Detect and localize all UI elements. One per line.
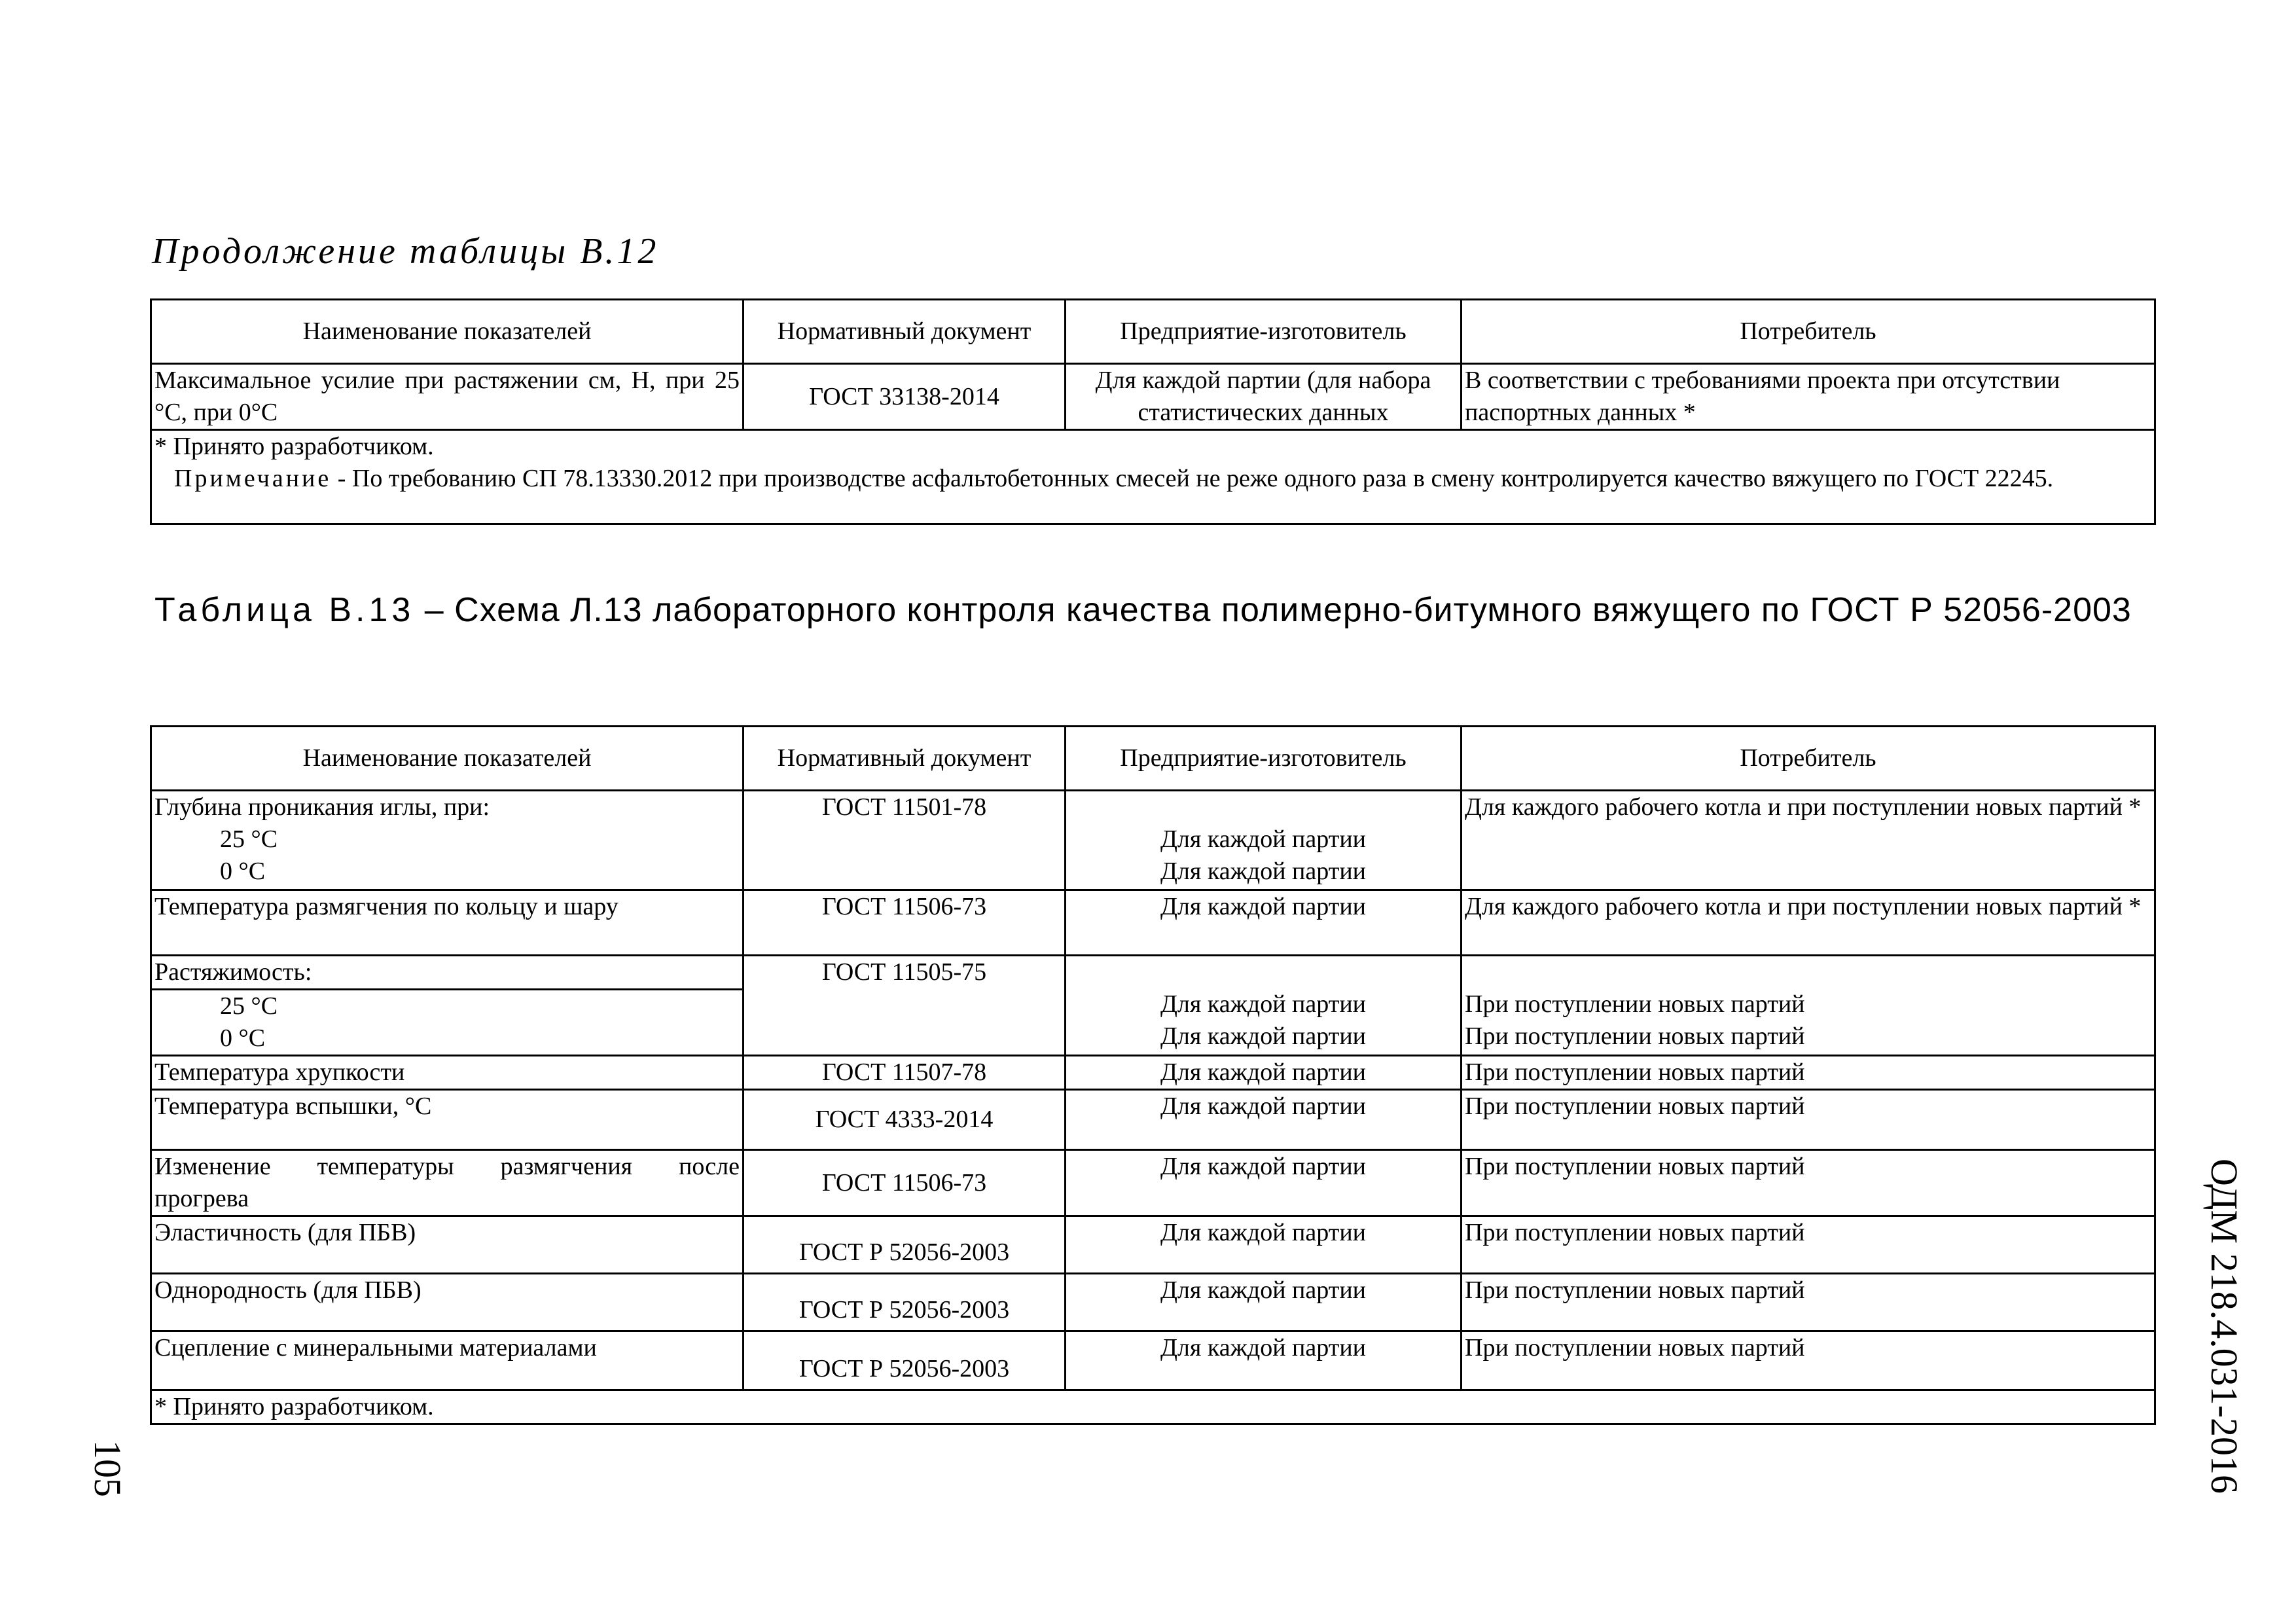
header-document: Нормативный документ bbox=[744, 300, 1066, 364]
row-consumer bbox=[1462, 956, 2155, 1056]
row-indicator: Температура вспышки, °С bbox=[151, 1090, 744, 1150]
row-document: ГОСТ Р 52056-2003 bbox=[744, 1216, 1066, 1274]
row-document: ГОСТ 11505-75 bbox=[744, 956, 1066, 1056]
table-row bbox=[151, 1150, 2155, 1216]
table-caption bbox=[154, 590, 2132, 630]
row-indicator bbox=[151, 791, 744, 890]
row-manufacturer: Для каждой партии bbox=[1066, 1331, 1462, 1390]
row-consumer: При поступлении новых партий bbox=[1462, 1090, 2155, 1150]
row-consumer: При поступлении новых партий bbox=[1462, 1331, 2155, 1390]
table-row bbox=[151, 1056, 2155, 1090]
footnote: * Принято разработчиком. bbox=[154, 433, 434, 460]
row-manufacturer: Для каждой партии bbox=[1066, 1150, 1462, 1216]
row-manufacturer: Для каждой партии bbox=[1066, 890, 1462, 956]
indicator-temp-25: 25 °С bbox=[220, 992, 278, 1020]
row-manufacturer bbox=[1066, 791, 1462, 890]
manufacturer-25: Для каждой партии bbox=[1160, 825, 1367, 853]
table-row bbox=[151, 364, 2155, 430]
row-indicator: Температура размягчения по кольцу и шару bbox=[151, 890, 744, 956]
manufacturer-25: Для каждой партии bbox=[1160, 990, 1367, 1018]
row-document: ГОСТ 11506-73 bbox=[744, 1150, 1066, 1216]
row-document: ГОСТ 11506-73 bbox=[744, 890, 1066, 956]
row-document: ГОСТ 33138-2014 bbox=[744, 364, 1066, 430]
table-note-row bbox=[151, 430, 2155, 524]
indicator-temp-0: 0 °С bbox=[220, 857, 266, 885]
row-manufacturer bbox=[1066, 956, 1462, 1056]
table-caption-label: Таблица В.13 bbox=[154, 591, 415, 629]
header-manufacturer: Предприятие-изготовитель bbox=[1066, 727, 1462, 791]
row-indicator: Максимальное усилие при растяжении см, Н, при 25 °С, при 0°С bbox=[151, 364, 744, 430]
row-consumer: При поступлении новых партий bbox=[1462, 1056, 2155, 1090]
note-paragraph bbox=[154, 463, 2151, 495]
row-manufacturer: Для каждой партии bbox=[1066, 1056, 1462, 1090]
header-indicator: Наименование показателей bbox=[151, 727, 744, 791]
table-note bbox=[151, 430, 2155, 524]
row-consumer: Для каждого рабочего котла и при поступлении новых партий * bbox=[1462, 890, 2155, 956]
header-consumer: Потребитель bbox=[1462, 727, 2155, 791]
table-row bbox=[151, 1216, 2155, 1274]
consumer-25: При поступлении новых партий bbox=[1465, 990, 1805, 1018]
row-consumer: При поступлении новых партий bbox=[1462, 1216, 2155, 1274]
row-manufacturer: Для каждой партии bbox=[1066, 1274, 1462, 1331]
indicator-temp-0: 0 °С bbox=[220, 1024, 266, 1052]
continuation-caption: Продолжение таблицы В.12 bbox=[152, 231, 659, 272]
row-manufacturer: Для каждой партии bbox=[1066, 1216, 1462, 1274]
table-footnote-row bbox=[151, 1390, 2155, 1424]
row-indicator: Эластичность (для ПБВ) bbox=[151, 1216, 744, 1274]
row-document: ГОСТ Р 52056-2003 bbox=[744, 1331, 1066, 1390]
row-document: ГОСТ 4333-2014 bbox=[744, 1090, 1066, 1150]
row-indicator bbox=[151, 1150, 744, 1216]
table-row bbox=[151, 1090, 2155, 1150]
header-indicator: Наименование показателей bbox=[151, 300, 744, 364]
row-document: ГОСТ Р 52056-2003 bbox=[744, 1274, 1066, 1331]
indicator-line-1: Изменение температуры размягчения после bbox=[154, 1153, 740, 1180]
page-number: 105 bbox=[86, 1440, 129, 1497]
header-manufacturer: Предприятие-изготовитель bbox=[1066, 300, 1462, 364]
table-header-row bbox=[151, 727, 2155, 791]
indicator-line-2: прогрева bbox=[154, 1185, 249, 1212]
row-indicator: Температура хрупкости bbox=[151, 1056, 744, 1090]
table-row bbox=[151, 1331, 2155, 1390]
table-header-row bbox=[151, 300, 2155, 364]
row-manufacturer: Для каждой партии bbox=[1066, 1090, 1462, 1150]
row-consumer: В соответствии с требованиями проекта при отсутствии паспортных данных * bbox=[1462, 364, 2155, 430]
note-label: Примечание bbox=[174, 465, 332, 492]
footnote: * Принято разработчиком. bbox=[151, 1390, 2155, 1424]
row-consumer: При поступлении новых партий bbox=[1462, 1150, 2155, 1216]
row-document: ГОСТ 11507-78 bbox=[744, 1056, 1066, 1090]
row-manufacturer: Для каждой партии (для набора статистических данных bbox=[1066, 364, 1462, 430]
indicator-title: Глубина проникания иглы, при: bbox=[154, 793, 490, 821]
header-consumer: Потребитель bbox=[1462, 300, 2155, 364]
row-indicator: Сцепление с минеральными материалами bbox=[151, 1331, 744, 1390]
manufacturer-0: Для каждой партии bbox=[1160, 857, 1367, 885]
table-caption-text: – Схема Л.13 лабораторного контроля качества полимерно-битумного вяжущего по ГОСТ Р 52056-2003 bbox=[414, 591, 2132, 629]
row-consumer: Для каждого рабочего котла и при поступлении новых партий * bbox=[1462, 791, 2155, 890]
note-text: - По требованию СП 78.13330.2012 при производстве асфальтобетонных смесей не реже одного раза в смену контролируется качество вяжущего по ГОСТ 22245. bbox=[331, 465, 2054, 492]
row-consumer: При поступлении новых партий bbox=[1462, 1274, 2155, 1331]
table-b12-continuation bbox=[150, 298, 2156, 525]
table-row bbox=[151, 1274, 2155, 1331]
row-indicator-temps bbox=[151, 990, 744, 1056]
row-indicator: Однородность (для ПБВ) bbox=[151, 1274, 744, 1331]
table-b13 bbox=[150, 725, 2156, 1425]
table-row bbox=[151, 890, 2155, 956]
row-indicator: Растяжимость: bbox=[151, 956, 744, 990]
row-document: ГОСТ 11501-78 bbox=[744, 791, 1066, 890]
table-row bbox=[151, 791, 2155, 890]
indicator-temp-25: 25 °С bbox=[220, 825, 278, 853]
consumer-0: При поступлении новых партий bbox=[1465, 1022, 1805, 1050]
table-row bbox=[151, 956, 2155, 990]
manufacturer-0: Для каждой партии bbox=[1160, 1022, 1367, 1050]
document-code: ОДМ 218.4.031-2016 bbox=[2203, 1159, 2246, 1494]
header-document: Нормативный документ bbox=[744, 727, 1066, 791]
